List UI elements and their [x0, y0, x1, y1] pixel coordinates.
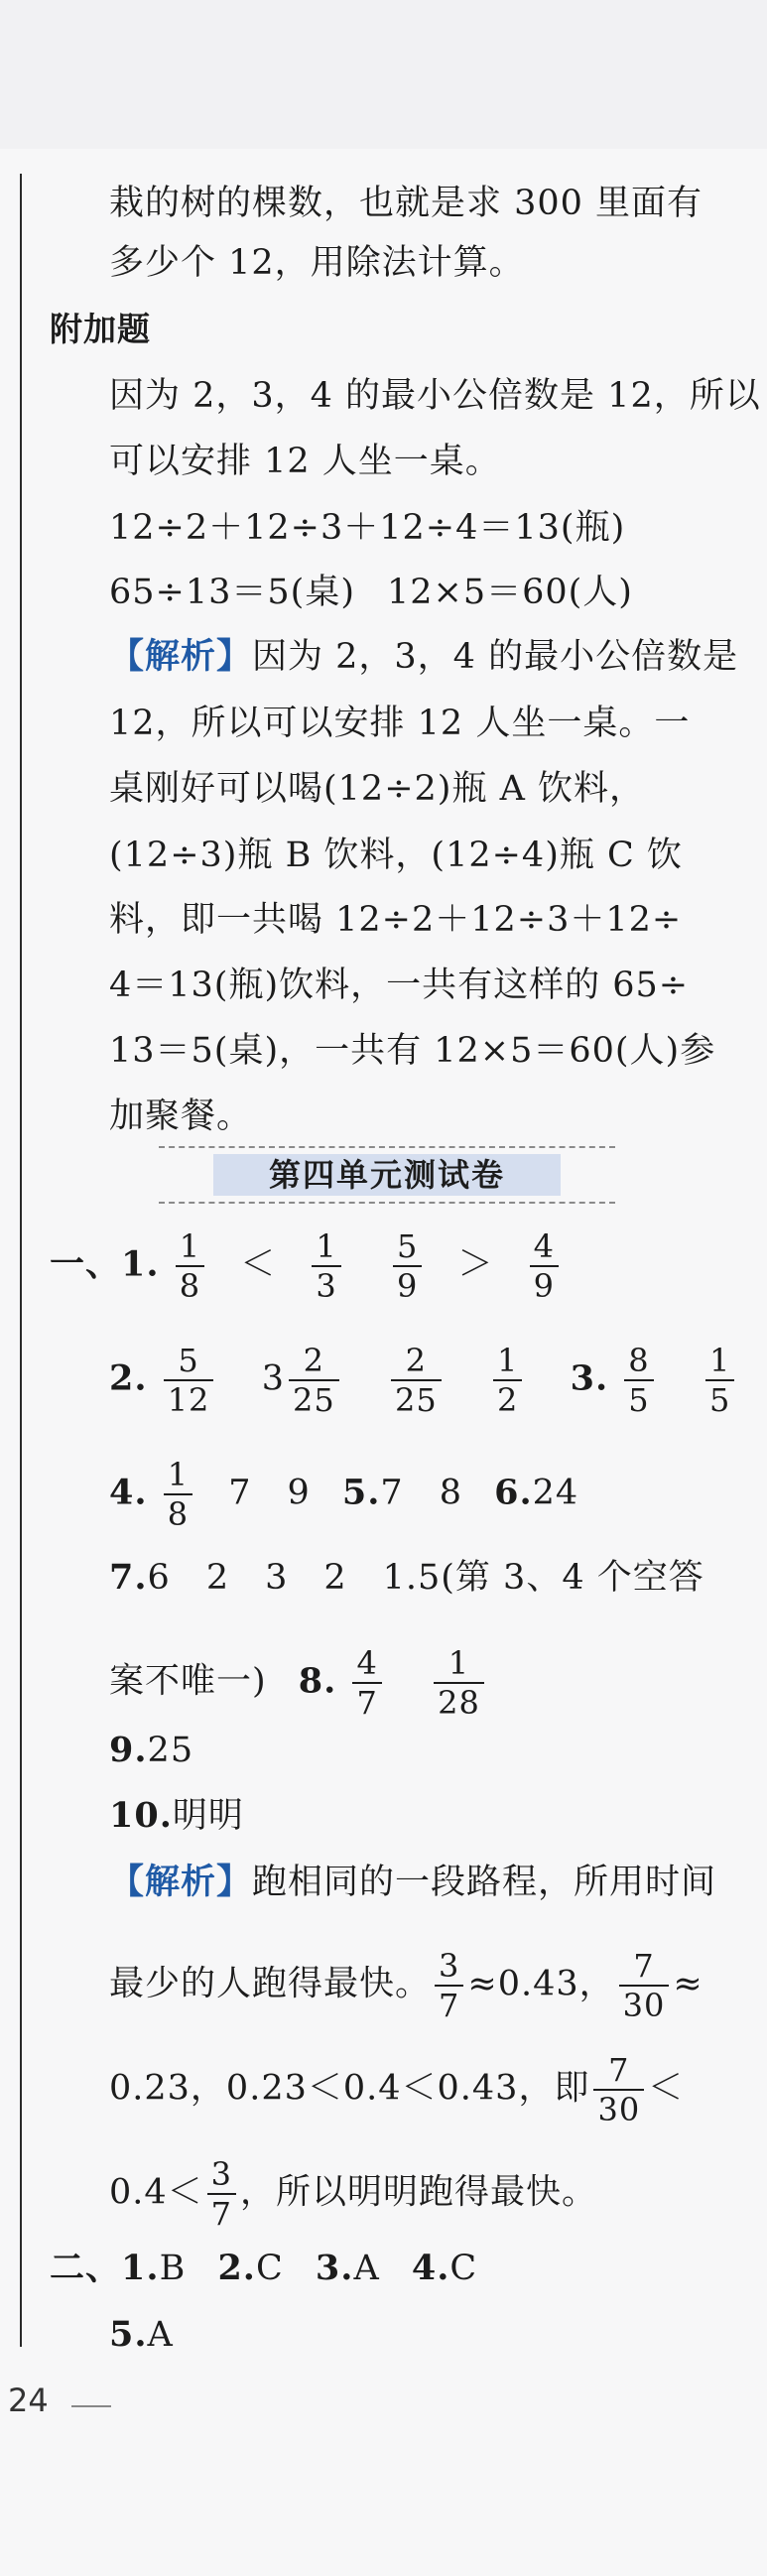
answer-line-part2 [50, 2248, 478, 2288]
explanation-text: ≈0.43， [467, 1964, 615, 2004]
q-number: 5. [109, 2314, 148, 2355]
explanation-line [109, 2051, 685, 2128]
margin-rule [20, 174, 22, 2347]
fraction [619, 1947, 670, 2024]
text-line: 加聚餐。 [109, 1096, 253, 1136]
fraction [352, 1644, 381, 1722]
text-line: 桌刚好可以喝(12÷2)瓶 A 饮料， [109, 769, 645, 809]
explanation-text: 因为 2，3，4 的最小公倍数是 [252, 637, 739, 677]
q-number: 10. [109, 1795, 173, 1836]
q-number: 3. [570, 1357, 609, 1399]
fraction [164, 1342, 214, 1419]
fraction [164, 1456, 192, 1533]
denominator: 25 [292, 1381, 335, 1419]
q-number: 6. [494, 1472, 533, 1513]
explanation-line [109, 2155, 598, 2233]
answer-text: 案不唯一) [109, 1661, 267, 1702]
answer-text: 7 9 [228, 1473, 311, 1513]
fraction [434, 1644, 484, 1722]
q-number: 2. [217, 2248, 256, 2288]
answer-line-q2 [109, 1342, 738, 1419]
fraction [176, 1227, 204, 1305]
denominator: 7 [356, 1684, 378, 1722]
answer-line-q9 [109, 1730, 194, 1770]
fraction [391, 1342, 442, 1419]
jiexi-label: 【解析】 [109, 1863, 253, 1902]
q-number: 5. [341, 1472, 381, 1513]
numerator: 8 [624, 1345, 653, 1381]
text-line: 多少个 12，用除法计算。 [109, 243, 525, 283]
mixed-whole: 3 [261, 1358, 285, 1399]
denominator: 5 [708, 1381, 731, 1419]
denominator: 30 [622, 1987, 666, 2024]
numerator: 1 [705, 1345, 734, 1381]
numerator: 7 [619, 1950, 670, 1987]
answer-line-part2-q5 [109, 2314, 174, 2355]
section-heading-fujia: 附加题 [50, 310, 151, 348]
denominator: 3 [316, 1267, 337, 1305]
numerator: 1 [493, 1345, 522, 1381]
numerator: 5 [393, 1230, 422, 1267]
equation-line: 12÷2＋12÷3＋12÷4＝13(瓶) [109, 508, 626, 548]
fraction [530, 1227, 559, 1305]
jiexi-label: 【解析】 [109, 637, 253, 677]
equation-b: 12×5＝60(人) [386, 573, 633, 612]
answer-choice: C [255, 2249, 284, 2288]
numerator: 2 [289, 1345, 339, 1381]
numerator: 2 [391, 1345, 442, 1381]
answer-text: 明明 [172, 1796, 244, 1836]
q-number: 7. [109, 1557, 148, 1598]
q-number: 4. [109, 1472, 148, 1513]
explanation-text: ≈ [673, 1964, 703, 2004]
text-line: 4＝13(瓶)饮料，一共有这样的 65÷ [109, 966, 690, 1005]
answer-text: 7 8 [380, 1473, 462, 1513]
text-line: 栽的树的棵数，也就是求 300 里面有 [109, 184, 703, 223]
fraction [393, 1227, 422, 1305]
explanation-line [109, 637, 739, 677]
denominator: 8 [179, 1267, 201, 1305]
denominator: 30 [597, 2091, 641, 2128]
answer-line-q4 [109, 1456, 579, 1533]
numerator: 3 [435, 1950, 463, 1987]
denominator: 25 [394, 1381, 438, 1419]
answer-choice: A [353, 2249, 380, 2288]
answer-text: 24 [532, 1473, 579, 1513]
explanation-line [109, 1947, 703, 2024]
text-line: 12，所以可以安排 12 人坐一桌。一 [109, 704, 691, 743]
denominator: 8 [167, 1495, 190, 1533]
numerator: 1 [434, 1647, 484, 1684]
dashed-rule [159, 1202, 615, 1204]
text-line: 因为 2，3，4 的最小公倍数是 12，所以 [109, 376, 761, 416]
equation-a: 65÷13＝5(桌) [109, 573, 355, 612]
explanation-text: ＜ [648, 2068, 685, 2109]
text-line: 13＝5(桌)，一共有 12×5＝60(人)参 [109, 1031, 716, 1071]
explanation-text: 0.4＜ [109, 2172, 203, 2213]
fraction [624, 1342, 653, 1419]
answer-choice: A [147, 2315, 174, 2355]
section-title-block [159, 1146, 615, 1204]
q-number: 3. [315, 2248, 354, 2288]
numerator: 3 [207, 2158, 236, 2195]
fraction [289, 1342, 339, 1419]
answer-line-q1 [50, 1227, 563, 1305]
q-number: 1. [121, 1243, 160, 1285]
dashed-rule [159, 1146, 615, 1148]
answer-choice: B [159, 2249, 187, 2288]
answer-choice: C [449, 2249, 478, 2288]
fraction [312, 1227, 340, 1305]
denominator: 28 [438, 1684, 480, 1722]
numerator: 4 [530, 1230, 559, 1267]
q-number: 1. [121, 2248, 160, 2288]
denominator: 2 [496, 1381, 519, 1419]
answer-line-q7 [109, 1557, 704, 1598]
equation-line [109, 573, 633, 612]
top-margin [0, 0, 767, 149]
q-number: 4. [411, 2248, 450, 2288]
fraction [593, 2051, 644, 2128]
denominator: 7 [210, 2195, 233, 2233]
numerator: 1 [176, 1230, 204, 1267]
answer-text: 6 2 3 2 1.5(第 3、4 个空答 [147, 1558, 704, 1598]
page-number: 24 [8, 2382, 49, 2419]
explanation-text: 0.23，0.23＜0.4＜0.43，即 [109, 2068, 590, 2109]
numerator: 5 [164, 1345, 214, 1381]
part-number: 一、 [50, 1243, 122, 1285]
denominator: 9 [533, 1267, 556, 1305]
fraction [705, 1342, 734, 1419]
lt-sign: ＜ [240, 1244, 277, 1285]
fraction [207, 2155, 236, 2233]
numerator: 7 [593, 2054, 644, 2091]
text-line: 料，即一共喝 12÷2＋12÷3＋12÷ [109, 900, 683, 940]
denominator: 7 [439, 1987, 460, 2024]
explanation-text: ，所以明明跑得最快。 [240, 2172, 598, 2213]
fraction [493, 1342, 522, 1419]
section-title: 第四单元测试卷 [213, 1154, 561, 1196]
q-number: 8. [298, 1660, 337, 1702]
denominator: 9 [397, 1267, 419, 1305]
numerator: 1 [164, 1459, 192, 1495]
numerator: 1 [312, 1230, 340, 1267]
text-line: 可以安排 12 人坐一桌。 [109, 442, 501, 481]
answer-line-q10 [109, 1795, 244, 1836]
q-number: 2. [109, 1357, 148, 1399]
denominator: 5 [628, 1381, 650, 1419]
fraction [435, 1947, 463, 2024]
part-number: 二、 [50, 2248, 122, 2288]
answer-text: 25 [147, 1731, 194, 1770]
text-line: (12÷3)瓶 B 饮料，(12÷4)瓶 C 饮 [109, 836, 683, 875]
q-number: 9. [109, 1730, 148, 1770]
answer-line-q7b [109, 1644, 488, 1722]
numerator: 4 [352, 1647, 381, 1684]
explanation-text: 跑相同的一段路程，所用时间 [252, 1863, 717, 1902]
explanation-line [109, 1863, 717, 1902]
explanation-text: 最少的人跑得最快。 [109, 1964, 432, 2004]
denominator: 12 [167, 1381, 210, 1419]
page-number-dash [71, 2405, 111, 2407]
gt-sign: ＞ [457, 1244, 494, 1285]
